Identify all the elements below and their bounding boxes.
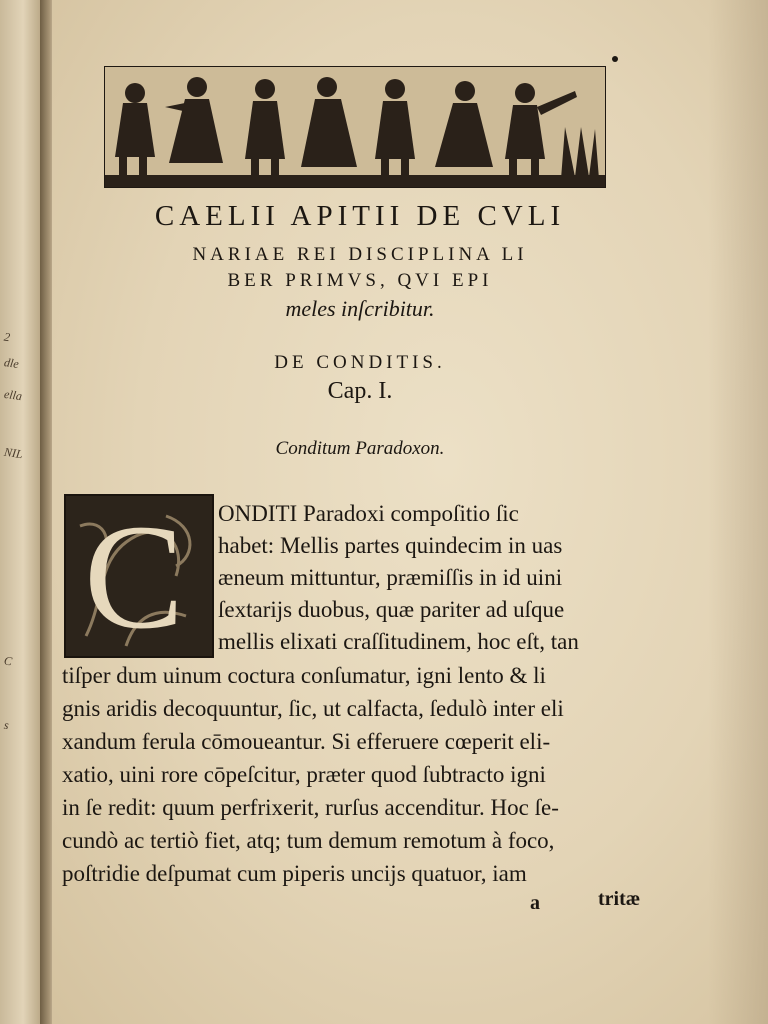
ink-dot	[612, 56, 618, 62]
facing-page-fragment: C	[3, 653, 14, 669]
title-line-4: meles inſcribitur.	[285, 296, 435, 321]
body-line: cundò ac tertiò fiet, atq; tum demum remotum à foco,	[62, 828, 555, 853]
facing-page-fragment: NIL	[3, 444, 24, 462]
body-line: habet: Mellis partes quindecim in uas	[218, 533, 563, 558]
catchword: tritæ	[598, 888, 641, 910]
body-line: tiſper dum uinum coctura conſumatur, igni lento & li	[62, 663, 546, 688]
woodcut-headpiece	[104, 66, 606, 188]
title-line-3: BER PRIMVS, QVI EPI	[227, 270, 493, 291]
facing-page-edge	[0, 0, 44, 1024]
body-line: poſtridie deſpumat cum piperis uncijs quatuor, iam	[62, 861, 527, 886]
body-line: xatio, uini rore cōpeſcitur, præter quod ſubtracto igni	[62, 762, 546, 787]
body-line: ONDITI Paradoxi compoſitio ſic	[218, 501, 519, 526]
section-heading: DE CONDITIS.	[274, 352, 446, 373]
decorated-initial	[64, 494, 214, 658]
body-line: ſextarijs duobus, quæ pariter ad uſque	[218, 597, 565, 622]
body-line: in ſe redit: quum perfrixerit, rurſus accenditur. Hoc ſe-	[62, 795, 559, 820]
chapter-number: Cap. I.	[327, 378, 393, 404]
book-title: CAELII APITII DE CVLI	[154, 200, 566, 232]
body-line: mellis elixati craſſitudinem, hoc eſt, tan	[218, 629, 579, 654]
facing-page-fragment: s	[3, 717, 10, 733]
signature-mark: a	[530, 892, 540, 914]
page-shadow	[708, 0, 768, 1024]
body-line: æneum mittuntur, præmiſſis in id uini	[218, 565, 563, 590]
dancing-figures-woodcut-icon	[105, 67, 605, 187]
facing-page-fragment: 2	[3, 329, 12, 345]
drop-cap-letter: C	[84, 494, 185, 660]
facing-page-fragment: dle	[3, 355, 20, 371]
title-line-2: NARIAE REI DISCIPLINA LI	[192, 244, 528, 265]
body-line: xandum ferula cōmoueantur. Si efferuere cœperit eli-	[62, 729, 551, 754]
recipe-title: Conditum Paradoxon.	[275, 438, 445, 459]
facing-page-fragment: ella	[3, 386, 23, 404]
body-line: gnis aridis decoquuntur, ſic, ut calfacta, ſedulò inter eli	[62, 696, 564, 721]
